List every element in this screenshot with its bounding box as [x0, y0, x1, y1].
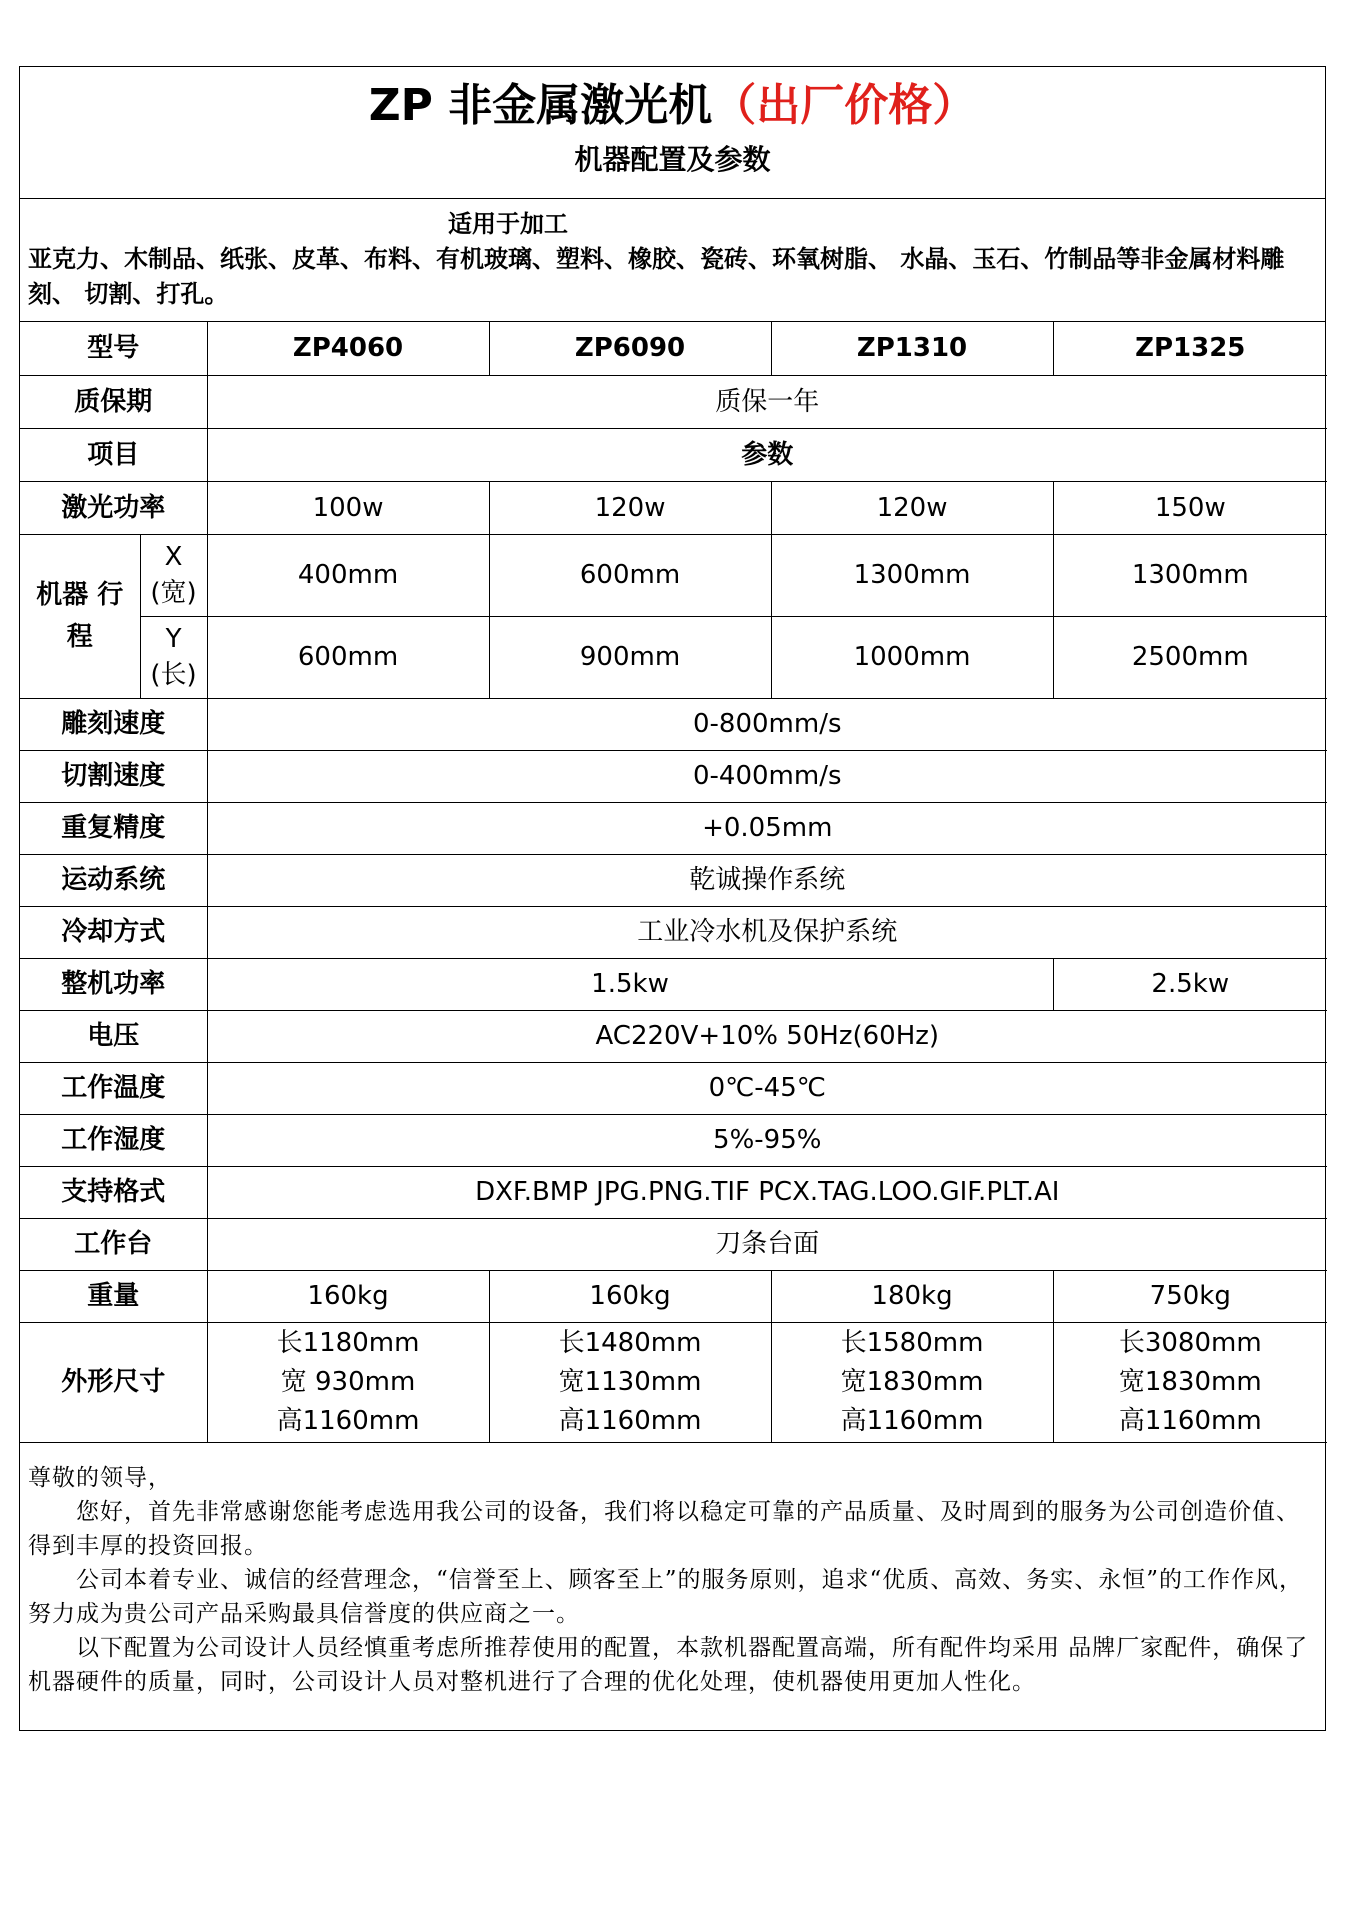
- cooling-value: 工业冷水机及保护系统: [207, 906, 1327, 958]
- dimensions-label: 外形尺寸: [20, 1322, 207, 1442]
- letter-paragraph: 公司本着专业、诚信的经营理念，“信誉至上、顾客至上”的服务原则，追求“优质、高效、务实、永恒”的工作作风，努力成为贵公司产品采购最具信誉度的供应商之一。: [28, 1566, 1304, 1627]
- model-label: 型号: [20, 322, 207, 375]
- model-zp6090: ZP6090: [489, 322, 771, 375]
- row-machine-power: [20, 958, 1327, 1010]
- application-heading: 适用于加工: [448, 210, 568, 238]
- row-travel-y: [20, 616, 1327, 698]
- row-motion-system: [20, 854, 1327, 906]
- work-humidity-value: 5%-95%: [207, 1114, 1327, 1166]
- dimension-length: 长1480mm: [558, 1327, 702, 1358]
- model-zp1310: ZP1310: [771, 322, 1053, 375]
- work-humidity-label: 工作湿度: [20, 1114, 207, 1166]
- dimension-length: 长1180mm: [276, 1327, 420, 1358]
- model-zp1325: ZP1325: [1053, 322, 1327, 375]
- row-voltage: [20, 1010, 1327, 1062]
- dimension-height: 高1160mm: [276, 1405, 420, 1436]
- row-item: [20, 428, 1327, 481]
- laser-power-value: 100w: [207, 481, 489, 534]
- dimension-height: 高1160mm: [1118, 1405, 1262, 1436]
- travel-x-label: X (宽): [140, 534, 207, 616]
- dimension-height: 高1160mm: [558, 1405, 702, 1436]
- travel-x-value: 600mm: [489, 534, 771, 616]
- formats-value: DXF.BMP JPG.PNG.TIF PCX.TAG.LOO.GIF.PLT.AI: [207, 1166, 1327, 1218]
- row-cut-speed: [20, 750, 1327, 802]
- work-temp-value: 0℃-45℃: [207, 1062, 1327, 1114]
- row-dimensions: [20, 1322, 1327, 1442]
- item-label: 项目: [20, 428, 207, 481]
- motion-system-value: 乾诚操作系统: [207, 854, 1327, 906]
- row-formats: [20, 1166, 1327, 1218]
- repeat-precision-label: 重复精度: [20, 802, 207, 854]
- sub-title: 机器配置及参数: [574, 143, 771, 176]
- dimension-length: 长1580mm: [840, 1327, 984, 1358]
- travel-y-label: Y (长): [140, 616, 207, 698]
- row-work-humidity: [20, 1114, 1327, 1166]
- machine-power-value: 1.5kw: [207, 958, 1053, 1010]
- cut-speed-label: 切割速度: [20, 750, 207, 802]
- factory-price-tag: （出厂价格）: [712, 80, 977, 131]
- dimension-width: 宽1130mm: [558, 1366, 702, 1397]
- row-engrave-speed: [20, 698, 1327, 750]
- row-worktable: [20, 1218, 1327, 1270]
- dimensions-value: [771, 1322, 1053, 1442]
- travel-x-value: 1300mm: [1053, 534, 1327, 616]
- travel-y-value: 1000mm: [771, 616, 1053, 698]
- dimension-width: 宽1830mm: [840, 1366, 984, 1397]
- travel-label: [20, 534, 140, 698]
- weight-value: 160kg: [207, 1270, 489, 1322]
- laser-power-value: 150w: [1053, 481, 1327, 534]
- engrave-speed-label: 雕刻速度: [20, 698, 207, 750]
- voltage-value: AC220V+10% 50Hz(60Hz): [207, 1010, 1327, 1062]
- travel-y-value: 600mm: [207, 616, 489, 698]
- param-label: 参数: [207, 428, 1327, 481]
- dimension-width: 宽 930mm: [280, 1366, 416, 1397]
- model-zp4060: ZP4060: [207, 322, 489, 375]
- formats-label: 支持格式: [20, 1166, 207, 1218]
- letter-greeting: 尊敬的领导，: [28, 1464, 172, 1491]
- warranty-value: 质保一年: [207, 375, 1327, 428]
- dimension-height: 高1160mm: [840, 1405, 984, 1436]
- weight-value: 160kg: [489, 1270, 771, 1322]
- laser-power-value: 120w: [489, 481, 771, 534]
- dimension-length: 长3080mm: [1118, 1327, 1262, 1358]
- repeat-precision-value: +0.05mm: [207, 802, 1327, 854]
- application-block: [20, 199, 1325, 322]
- dimensions-value: [207, 1322, 489, 1442]
- row-work-temp: [20, 1062, 1327, 1114]
- weight-label: 重量: [20, 1270, 207, 1322]
- row-repeat-precision: [20, 802, 1327, 854]
- laser-power-value: 120w: [771, 481, 1053, 534]
- laser-power-label: 激光功率: [20, 481, 207, 534]
- row-cooling: [20, 906, 1327, 958]
- main-title: [20, 67, 1325, 131]
- spec-table: [20, 322, 1327, 1443]
- price-sheet: [19, 66, 1326, 1731]
- dimension-width: 宽1830mm: [1118, 1366, 1262, 1397]
- worktable-value: 刀条台面: [207, 1218, 1327, 1270]
- letter-paragraph: 以下配置为公司设计人员经慎重考虑所推荐使用的配置，本款机器配置高端，所有配件均采用 品牌厂家配件，确保了机器硬件的质量，同时，公司设计人员对整机进行了合理的优化处理，使机器使用更加人性化。: [28, 1634, 1309, 1695]
- work-temp-label: 工作温度: [20, 1062, 207, 1114]
- main-title-text: ZP 非金属激光机: [368, 80, 713, 131]
- cooling-label: 冷却方式: [20, 906, 207, 958]
- travel-y-value: 900mm: [489, 616, 771, 698]
- machine-power-label: 整机功率: [20, 958, 207, 1010]
- machine-power-value-1325: 2.5kw: [1053, 958, 1327, 1010]
- travel-label-text: 机器 行程: [36, 580, 124, 652]
- weight-value: 180kg: [771, 1270, 1053, 1322]
- title-block: [20, 67, 1325, 199]
- travel-x-value: 400mm: [207, 534, 489, 616]
- row-model: [20, 322, 1327, 375]
- dimensions-value: [489, 1322, 771, 1442]
- travel-x-value: 1300mm: [771, 534, 1053, 616]
- engrave-speed-value: 0-800mm/s: [207, 698, 1327, 750]
- row-weight: [20, 1270, 1327, 1322]
- weight-value: 750kg: [1053, 1270, 1327, 1322]
- worktable-label: 工作台: [20, 1218, 207, 1270]
- row-travel-x: [20, 534, 1327, 616]
- letter-paragraph: 您好，首先非常感谢您能考虑选用我公司的设备，我们将以稳定可靠的产品质量、及时周到的服务为公司创造价值、得到丰厚的投资回报。: [28, 1498, 1300, 1559]
- cut-speed-value: 0-400mm/s: [207, 750, 1327, 802]
- application-text: 亚克力、木制品、纸张、皮革、布料、有机玻璃、塑料、橡胶、瓷砖、环氧树脂、 水晶、玉石、竹制品等非金属材料雕刻、 切割、打孔。: [28, 245, 1285, 308]
- warranty-label: 质保期: [20, 375, 207, 428]
- motion-system-label: 运动系统: [20, 854, 207, 906]
- travel-y-value: 2500mm: [1053, 616, 1327, 698]
- voltage-label: 电压: [20, 1010, 207, 1062]
- row-warranty: [20, 375, 1327, 428]
- dimensions-value: [1053, 1322, 1327, 1442]
- cover-letter: [20, 1443, 1325, 1699]
- row-laser-power: [20, 481, 1327, 534]
